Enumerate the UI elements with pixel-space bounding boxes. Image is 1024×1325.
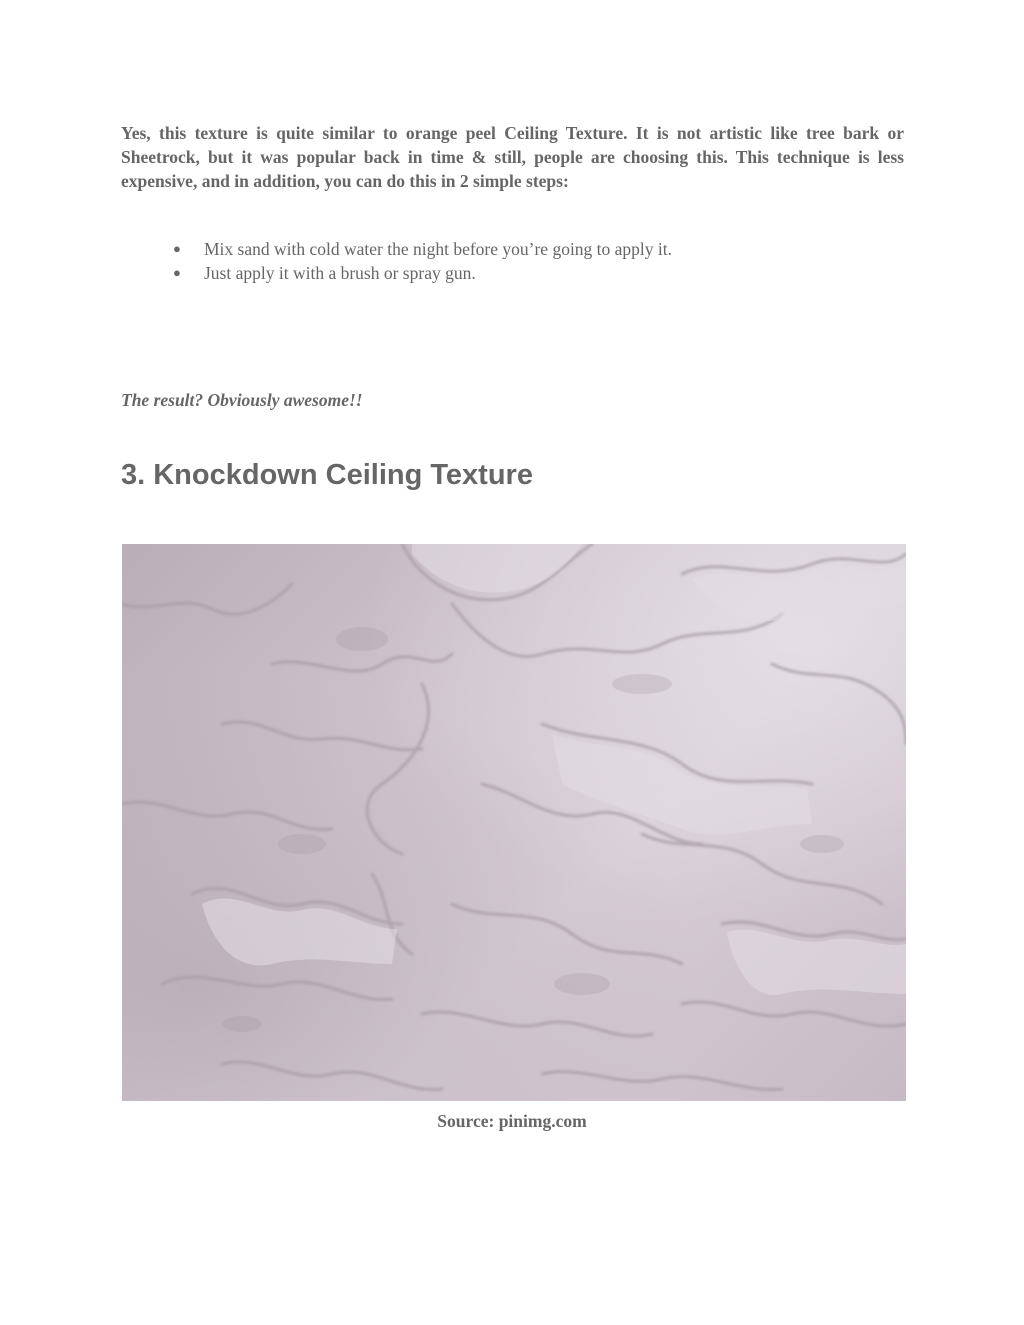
list-item-text: Just apply it with a brush or spray gun. [204,263,476,283]
texture-photo [122,544,906,1101]
list-item [121,237,904,261]
section-heading: 3. Knockdown Ceiling Texture [121,459,533,491]
list-item [121,261,904,285]
result-line: The result? Obviously awesome!! [121,390,363,410]
list-item-text: Mix sand with cold water the night before you’re going to apply it. [204,239,673,259]
knockdown-texture-pattern [122,544,906,1101]
bullet-icon: ● [173,241,181,256]
image-caption: Source: pinimg.com [437,1111,587,1131]
bullet-icon: ● [173,265,181,280]
steps-list [121,237,904,285]
intro-paragraph: Yes, this texture is quite similar to orange peel Ceiling Texture. It is not artistic like tree bark or Sheetrock, but it was popular back in time & still, people are choosing this. This technique is less expensive, and in addition, you can do this in 2 simple steps: [121,123,904,191]
